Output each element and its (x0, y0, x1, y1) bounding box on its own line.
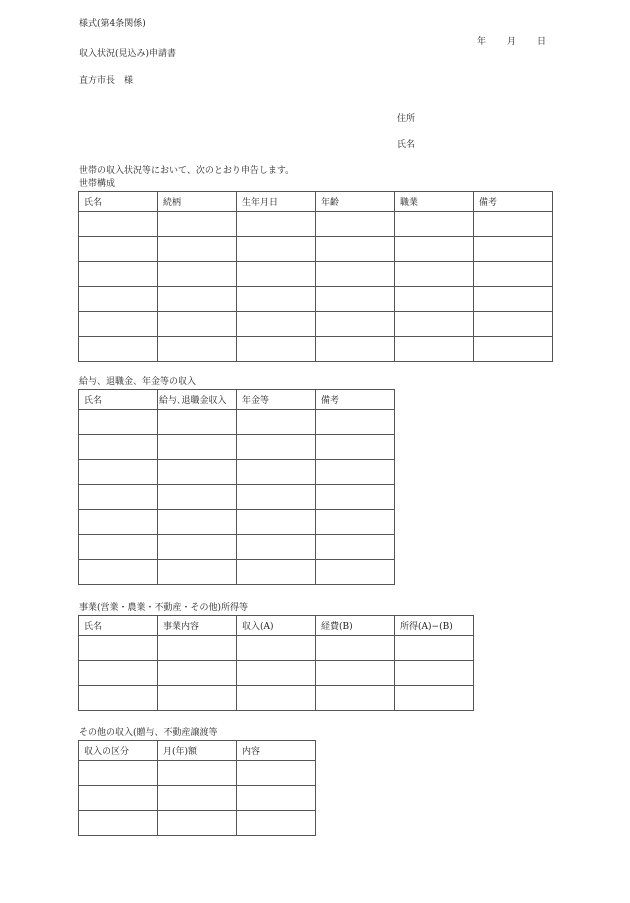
table-cell[interactable] (237, 786, 316, 811)
table-cell[interactable] (158, 535, 237, 560)
salary-table (78, 389, 395, 585)
table-cell[interactable] (237, 262, 316, 287)
other-income-heading: その他の収入(贈与、不動産譲渡等 (79, 728, 218, 738)
applicant-name-label: 氏名 (397, 140, 416, 150)
table-cell[interactable] (474, 212, 553, 237)
table-cell[interactable] (316, 460, 395, 485)
table-cell[interactable] (395, 686, 474, 711)
table-cell[interactable] (79, 410, 158, 435)
date-day-label: 日 (537, 37, 547, 47)
table-cell[interactable] (79, 262, 158, 287)
household-table (78, 191, 553, 362)
table-cell[interactable] (158, 510, 237, 535)
table-row (79, 237, 553, 262)
other-col-details: 内容 (237, 741, 316, 761)
table-row (79, 262, 553, 287)
table-cell[interactable] (79, 510, 158, 535)
table-cell[interactable] (158, 410, 237, 435)
table-row (79, 460, 395, 485)
date-line (477, 38, 567, 47)
business-col-name: 氏名 (79, 616, 158, 636)
table-cell[interactable] (79, 287, 158, 312)
table-cell[interactable] (158, 312, 237, 337)
table-cell[interactable] (237, 410, 316, 435)
table-cell[interactable] (79, 535, 158, 560)
table-cell[interactable] (79, 435, 158, 460)
table-cell[interactable] (79, 761, 158, 786)
table-cell[interactable] (79, 237, 158, 262)
table-cell[interactable] (79, 636, 158, 661)
form-title: 収入状況(見込み)申請書 (79, 49, 177, 59)
household-header-row (79, 192, 553, 212)
table-cell[interactable] (474, 287, 553, 312)
table-row (79, 410, 395, 435)
business-table (78, 615, 474, 711)
table-cell[interactable] (316, 410, 395, 435)
table-cell[interactable] (237, 811, 316, 836)
table-cell[interactable] (237, 212, 316, 237)
table-cell[interactable] (237, 686, 316, 711)
table-cell[interactable] (237, 636, 316, 661)
date-year-label: 年 (477, 37, 487, 47)
table-row (79, 761, 316, 786)
table-cell[interactable] (395, 636, 474, 661)
table-cell[interactable] (158, 485, 237, 510)
table-row (79, 485, 395, 510)
table-cell[interactable] (158, 761, 237, 786)
table-row (79, 287, 553, 312)
table-cell[interactable] (158, 237, 237, 262)
table-cell[interactable] (79, 686, 158, 711)
table-cell[interactable] (158, 460, 237, 485)
table-cell[interactable] (237, 237, 316, 262)
table-row (79, 661, 474, 686)
table-cell[interactable] (158, 686, 237, 711)
table-cell[interactable] (158, 636, 237, 661)
table-cell[interactable] (158, 337, 237, 362)
table-cell[interactable] (316, 435, 395, 460)
table-cell[interactable] (316, 661, 395, 686)
business-heading: 事業(営業・農業・不動産・その他)所得等 (79, 603, 249, 613)
household-col-birthdate: 生年月日 (237, 192, 316, 212)
other-col-category: 収入の区分 (79, 741, 158, 761)
salary-header-row (79, 390, 395, 410)
table-cell[interactable] (158, 287, 237, 312)
table-cell[interactable] (237, 510, 316, 535)
table-cell[interactable] (316, 287, 395, 312)
table-cell[interactable] (316, 237, 395, 262)
table-cell[interactable] (237, 287, 316, 312)
table-cell[interactable] (237, 337, 316, 362)
table-cell[interactable] (237, 535, 316, 560)
table-row (79, 212, 553, 237)
table-cell[interactable] (158, 811, 237, 836)
table-cell[interactable] (316, 510, 395, 535)
table-row (79, 312, 553, 337)
table-row (79, 786, 316, 811)
other-col-amount: 月(年)額 (158, 741, 237, 761)
table-cell[interactable] (395, 287, 474, 312)
table-cell[interactable] (79, 485, 158, 510)
table-cell[interactable] (474, 337, 553, 362)
table-cell[interactable] (158, 560, 237, 585)
household-col-relationship: 続柄 (158, 192, 237, 212)
table-cell[interactable] (79, 460, 158, 485)
table-cell[interactable] (395, 212, 474, 237)
table-cell[interactable] (316, 535, 395, 560)
salary-col-pension: 年金等 (237, 390, 316, 410)
table-cell[interactable] (158, 786, 237, 811)
table-cell[interactable] (316, 212, 395, 237)
table-cell[interactable] (79, 786, 158, 811)
table-cell[interactable] (316, 636, 395, 661)
table-cell[interactable] (79, 661, 158, 686)
table-cell[interactable] (158, 212, 237, 237)
table-cell[interactable] (158, 435, 237, 460)
table-cell[interactable] (79, 312, 158, 337)
table-cell[interactable] (237, 761, 316, 786)
table-cell[interactable] (316, 485, 395, 510)
household-col-occupation: 職業 (395, 192, 474, 212)
table-cell[interactable] (474, 262, 553, 287)
table-cell[interactable] (237, 460, 316, 485)
business-col-description: 事業内容 (158, 616, 237, 636)
table-cell[interactable] (395, 312, 474, 337)
salary-col-name: 氏名 (79, 390, 158, 410)
table-cell[interactable] (316, 337, 395, 362)
table-cell[interactable] (395, 661, 474, 686)
declaration-statement: 世帯の収入状況等において、次のとおり申告します。 (79, 166, 295, 176)
table-row (79, 636, 474, 661)
household-col-remarks: 備考 (474, 192, 553, 212)
table-cell[interactable] (237, 560, 316, 585)
table-cell[interactable] (316, 560, 395, 585)
table-cell[interactable] (474, 237, 553, 262)
salary-col-income: 給与､退職金収入 (158, 390, 237, 410)
addressee: 直方市長 様 (79, 76, 134, 86)
table-cell[interactable] (316, 312, 395, 337)
date-month-label: 月 (507, 37, 517, 47)
table-cell[interactable] (316, 686, 395, 711)
other-income-header-row (79, 741, 316, 761)
table-cell[interactable] (79, 560, 158, 585)
form-number: 様式(第4条関係) (79, 19, 146, 29)
business-col-expenses: 経費(B) (316, 616, 395, 636)
salary-col-remarks: 備考 (316, 390, 395, 410)
table-cell[interactable] (79, 811, 158, 836)
table-cell[interactable] (395, 337, 474, 362)
table-cell[interactable] (79, 337, 158, 362)
salary-heading: 給与、退職金、年金等の収入 (79, 377, 197, 387)
table-cell[interactable] (237, 435, 316, 460)
other-income-table (78, 740, 316, 836)
table-row (79, 510, 395, 535)
table-cell[interactable] (474, 312, 553, 337)
table-cell[interactable] (395, 237, 474, 262)
table-row (79, 686, 474, 711)
table-cell[interactable] (79, 212, 158, 237)
table-row (79, 535, 395, 560)
business-col-profit: 所得(A)−(B) (395, 616, 474, 636)
table-row (79, 435, 395, 460)
household-col-age: 年齢 (316, 192, 395, 212)
table-cell[interactable] (237, 485, 316, 510)
household-col-name: 氏名 (79, 192, 158, 212)
table-cell[interactable] (158, 262, 237, 287)
table-row (79, 560, 395, 585)
table-cell[interactable] (237, 312, 316, 337)
table-cell[interactable] (158, 661, 237, 686)
address-label: 住所 (397, 114, 416, 124)
table-cell[interactable] (316, 262, 395, 287)
business-header-row (79, 616, 474, 636)
table-cell[interactable] (237, 661, 316, 686)
household-heading: 世帯構成 (79, 179, 116, 189)
table-row (79, 337, 553, 362)
table-row (79, 811, 316, 836)
table-cell[interactable] (395, 262, 474, 287)
business-col-revenue: 収入(A) (237, 616, 316, 636)
